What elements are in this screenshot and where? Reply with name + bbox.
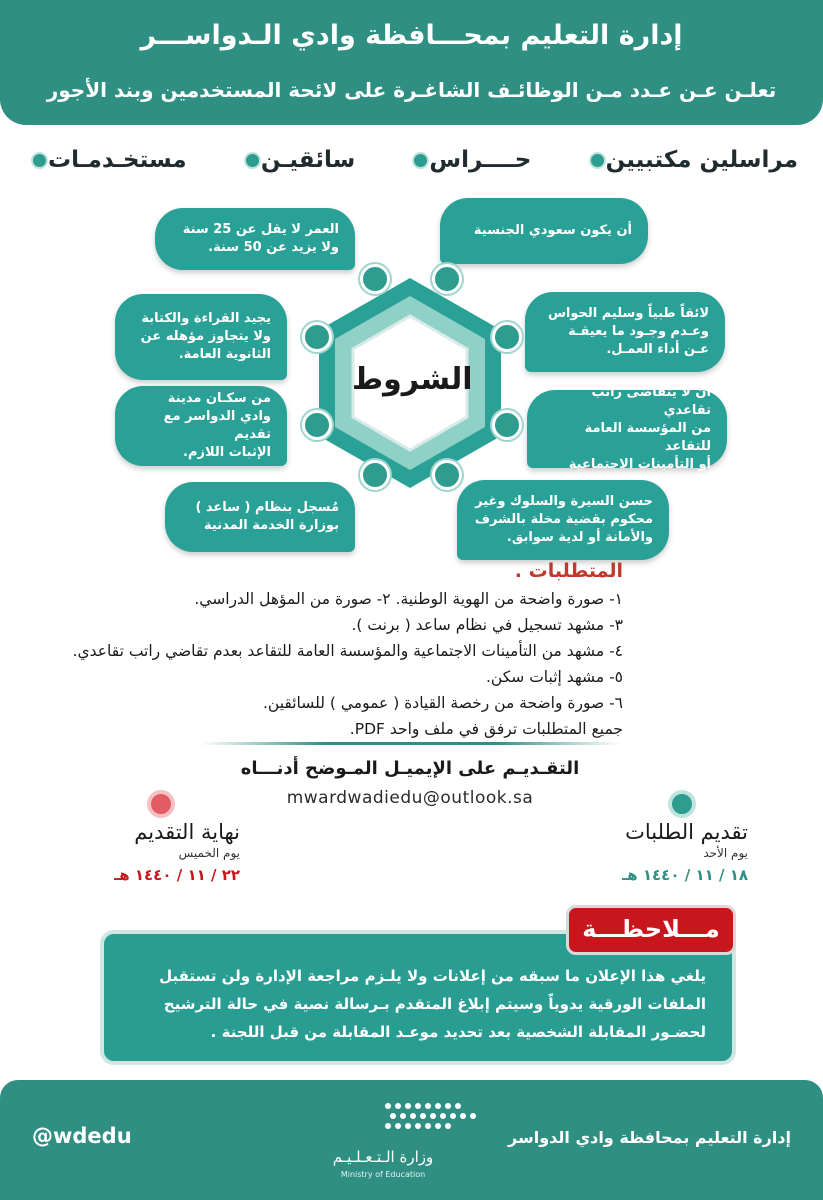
start-date-label: تقديم الطلبات (625, 820, 748, 844)
header-banner (0, 0, 823, 125)
ministry-logo-arabic: وزارة الـتـعـلـيـم (332, 1148, 434, 1166)
ministry-logo (328, 1092, 488, 1192)
application-text: التقـديـم على الإيميـل المـوضح أدنـــاه (240, 758, 580, 779)
requirement-item: ١- صورة واضحة من الهوية الوطنية. ٢- صورة من المؤهل الدراسي. (194, 590, 623, 608)
bullet-icon (589, 152, 606, 169)
end-date-day: يوم الخميس (178, 846, 240, 860)
note-text: يلغي هذا الإعلان ما سبقه من إعلانات ولا يلـزم مراجعة الإدارة ولن تستقبل الملفات الورقية يدوياً وسيتم إبلاغ المتقدم بـرسالة نصية في حالة الترشيح لحضـور المقابلة الشخصية بعد تحديد موعـد المقابلة من قبل اللجنة . (159, 967, 706, 1041)
condition-conduct: حسن السيرة والسلوك وغير محكوم بقضية مخلة بالشرف والأمانة أو لدية سوابق. (457, 480, 669, 560)
requirement-item: ٤- مشهد من التأمينات الاجتماعية والمؤسسة العامة للتقاعد بعدم تقاضي راتب تقاعدي. (72, 642, 623, 660)
note-title: مـــلاحظـــة (566, 905, 736, 955)
social-handle[interactable]: @wdedu (32, 1124, 132, 1148)
requirement-item: ٣- مشهد تسجيل في نظام ساعد ( برنت ). (351, 616, 623, 634)
end-date-label: نهاية التقديم (134, 820, 240, 844)
requirements-title: المتطلبات . (514, 560, 623, 582)
condition-age: العمر لا يقل عن 25 سنة ولا يزيد عن 50 سنة. (155, 208, 355, 270)
application-email[interactable]: mwardwadiedu@outlook.sa (286, 788, 534, 808)
connector-node (432, 460, 462, 490)
condition-no-pension: أن لا يتقاضى راتب تقاعدي من المؤسسة العامة للتقاعد أو التأمينات الاجتماعية (527, 390, 727, 468)
connector-node (360, 460, 390, 490)
bullet-icon (244, 152, 261, 169)
start-date-day: يوم الأحد (703, 846, 748, 860)
divider (200, 742, 620, 745)
job-item: مستخـدمـات (25, 147, 187, 173)
connector-node (360, 264, 390, 294)
condition-literacy: يجيد القراءة والكتابة ولا يتجاوز مؤهله عن الثانوية العامة. (115, 294, 287, 380)
bullet-icon (412, 152, 429, 169)
job-item: مراسلين مكتبيين (583, 147, 798, 173)
connector-node (432, 264, 462, 294)
condition-saed: مُسجل بنظام ( ساعد ) بوزارة الخدمة المدنية (165, 482, 355, 552)
requirement-item: ٥- مشهد إثبات سكن. (486, 668, 623, 686)
job-item: حــــراس (406, 147, 531, 173)
condition-residence: من سكـان مدينة وادي الدواسر مع تقديم الإثبات اللازم. (115, 386, 287, 466)
ministry-logo-dots-icon (328, 1092, 488, 1148)
jobs-row (25, 143, 798, 177)
requirements-section (23, 560, 623, 742)
header-title: إدارة التعليم بمحـــافظة وادي الـدواســـر (140, 20, 683, 51)
connector-node (492, 410, 522, 440)
connector-node (302, 322, 332, 352)
end-date-value: ٢٢ / ١١ / ١٤٤٠ هـ (114, 866, 240, 884)
footer-org-name: إدارة التعليم بمحافظة وادي الدواسر (508, 1128, 791, 1147)
bullet-icon (31, 152, 48, 169)
connector-node (302, 410, 332, 440)
calendar-start-icon (668, 790, 696, 818)
start-date-block (578, 820, 748, 884)
requirement-item: ٦- صورة واضحة من رخصة القيادة ( عمومي ) للسائقين. (262, 694, 623, 712)
condition-nationality: أن يكون سعودي الجنسية (440, 198, 648, 264)
job-item: سائقيـن (238, 147, 355, 173)
requirement-item: جميع المتطلبات ترفق في ملف واحد PDF. (349, 720, 623, 738)
footer (0, 1080, 823, 1200)
header-subtitle: تعلـن عـن عـدد مـن الوظائـف الشاغـرة على لائحة المستخدمين وبند الأجور (46, 78, 777, 102)
calendar-end-icon (147, 790, 175, 818)
end-date-block (60, 820, 240, 884)
start-date-value: ١٨ / ١١ / ١٤٤٠ هـ (622, 866, 748, 884)
ministry-logo-english: Ministry of Education (340, 1170, 426, 1179)
condition-medical: لائقاً طبياً وسليم الحواس وعـدم وجـود ما يعيقـة عـن أداء العمـل. (525, 292, 725, 372)
conditions-title: الشروط (352, 362, 473, 397)
connector-node (492, 322, 522, 352)
